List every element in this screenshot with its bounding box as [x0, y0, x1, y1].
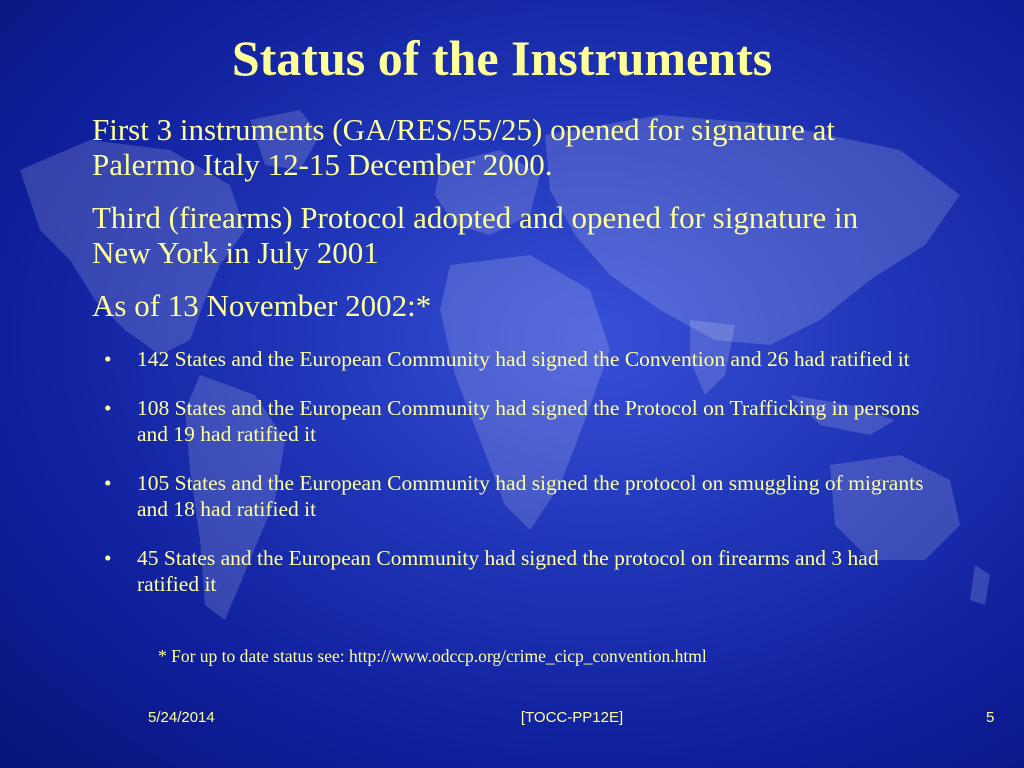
- bullet-text: 45 States and the European Community had signed the protocol on firearms and 3 had ratified it: [137, 546, 879, 596]
- footer-date: 5/24/2014: [148, 709, 215, 726]
- bullet-dot-icon: •: [104, 471, 112, 495]
- bullet-item-trafficking-protocol: [104, 395, 944, 447]
- bullet-dot-icon: •: [104, 347, 112, 371]
- bullet-text: 105 States and the European Community had signed the protocol on smuggling of migrants and 18 had ratified it: [137, 471, 924, 521]
- bullet-dot-icon: •: [104, 546, 112, 570]
- paragraph-as-of-date: As of 13 November 2002:*: [92, 288, 432, 323]
- slide-title: Status of the Instruments: [231, 30, 773, 86]
- footer-page-number: 5: [986, 709, 995, 726]
- status-bullet-list: [104, 346, 944, 620]
- paragraph-first-instruments: First 3 instruments (GA/RES/55/25) opened for signature at Palermo Italy 12-15 December 2000.: [92, 112, 836, 182]
- footnote: * For up to date status see: http://www.odccp.org/crime_cicp_convention.html: [158, 646, 707, 666]
- bullet-text: 108 States and the European Community had signed the Protocol on Trafficking in persons and 19 had ratified it: [137, 396, 920, 446]
- bullet-item-smuggling-protocol: [104, 470, 944, 522]
- footer-document-code: [TOCC-PP12E]: [520, 709, 624, 726]
- bullet-text: 142 States and the European Community had signed the Convention and 26 had ratified it: [137, 347, 910, 371]
- bullet-item-firearms-protocol: [104, 545, 944, 597]
- paragraph-firearms-protocol: Third (firearms) Protocol adopted and opened for signature in New York in July 2001: [92, 200, 859, 270]
- bullet-dot-icon: •: [104, 396, 112, 420]
- bullet-item-convention: [104, 346, 944, 372]
